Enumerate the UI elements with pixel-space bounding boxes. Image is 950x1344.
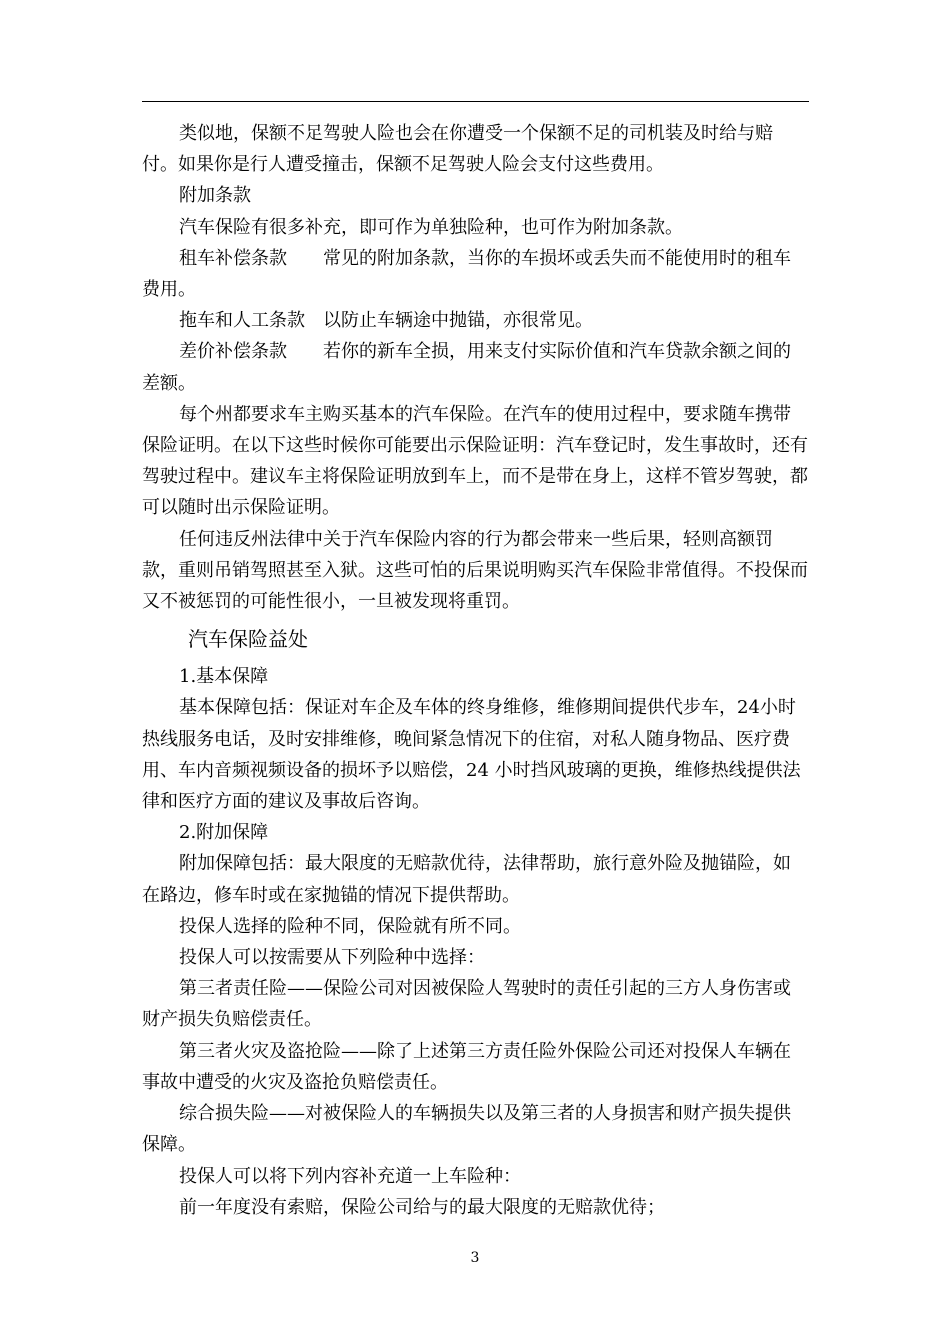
paragraph: 任何违反州法律中关于汽车保险内容的行为都会带来一些后果，轻则高额罚款，重则吊销驾照甚至入狱。这些可怕的后果说明购买汽车保险非常值得。不投保而又不被惩罚的可能性很小，一旦被发现将重罚。 <box>142 528 808 613</box>
paragraph: 前一年度没有索赔，保险公司给与的最大限度的无赔款优待； <box>179 1196 665 1218</box>
paragraph: 差价补偿条款 若你的新车全损，用来支付实际价值和汽车贷款余额之间的差额。 <box>142 341 791 394</box>
paragraph: 每个州都要求车主购买基本的汽车保险。在汽车的使用过程中，要求随车携带保险证明。在以下这些时候你可能要出示保险证明：汽车登记时，发生事故时，还有驾驶过程中。建议车主将保险证明放到车上，而不是带在身上，这样不管岁驾驶，都可以随时出示保险证明。 <box>142 403 808 519</box>
paragraph: 基本保障包括：保证对车企及车体的终身维修，维修期间提供代步车，24小时热线服务电话，及时安排维修，晚间紧急情况下的住宿，对私人随身物品、医疗费用、车内音频视频设备的损坏予以赔偿，24 小时挡风玻璃的更换，维修热线提供法律和医疗方面的建议及事故后咨询。 <box>142 697 801 813</box>
paragraph: 附加保障包括：最大限度的无赔款优待，法律帮助，旅行意外险及抛锚险，如在路边，修车时或在家抛锚的情况下提供帮助。 <box>142 853 791 906</box>
paragraph: 租车补偿条款 常见的附加条款，当你的车损坏或丢失而不能使用时的租车费用。 <box>142 247 791 301</box>
paragraph: 综合损失险——对被保险人的车辆损失以及第三者的人身损害和财产损失提供保障。 <box>142 1103 791 1156</box>
paragraph: 拖车和人工条款 以防止车辆途中抛锚，亦很常见。 <box>179 310 593 332</box>
paragraph: 类似地，保额不足驾驶人险也会在你遭受一个保额不足的司机装及时给与赔付。如果你是行人遭受撞击，保额不足驾驶人险会支付这些费用。 <box>142 123 773 176</box>
header-rule <box>142 101 809 102</box>
paragraph: 第三者火灾及盗抢险——除了上述第三方责任险外保险公司还对投保人车辆在事故中遭受的火灾及盗抢负赔偿责任。 <box>142 1040 791 1093</box>
subheading-basic-coverage: 1.基本保障 <box>179 666 269 688</box>
subheading-additional-coverage: 2.附加保障 <box>179 822 269 844</box>
section-heading: 汽车保险益处 <box>188 627 308 652</box>
paragraph: 投保人可以将下列内容补充道一上车险种： <box>179 1165 521 1187</box>
document-body <box>142 118 808 1223</box>
paragraph: 投保人可以按需要从下列险种中选择： <box>179 947 485 969</box>
subheading-additional-clauses: 附加条款 <box>179 185 251 207</box>
page-number: 3 <box>470 1250 480 1266</box>
paragraph: 第三者责任险——保险公司对因被保险人驾驶时的责任引起的三方人身伤害或财产损失负赔偿责任。 <box>142 978 791 1031</box>
paragraph: 投保人选择的险种不同，保险就有所不同。 <box>179 915 521 937</box>
paragraph: 汽车保险有很多补充，即可作为单独险种，也可作为附加条款。 <box>179 216 683 238</box>
